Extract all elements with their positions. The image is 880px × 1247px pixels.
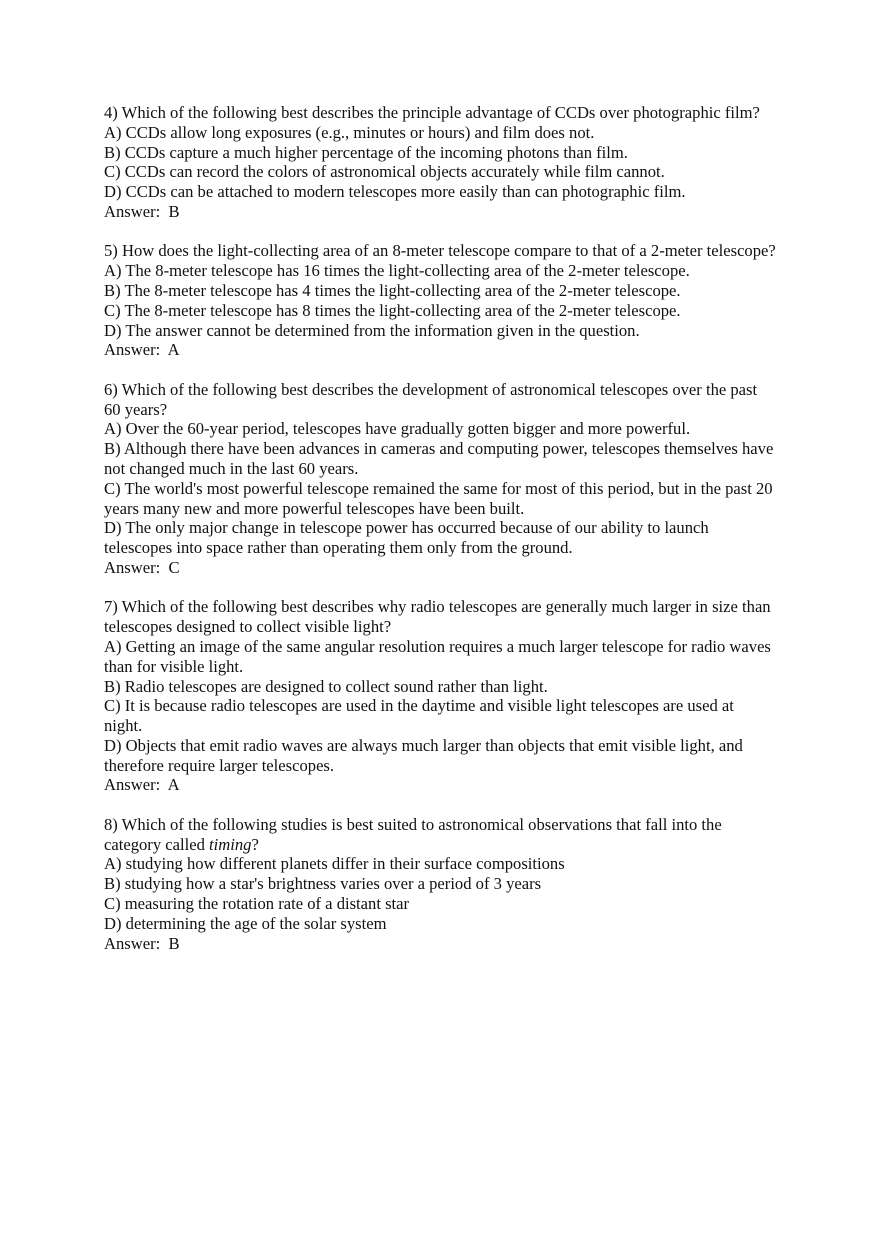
answer-label: Answer: <box>104 340 168 360</box>
question-stem-end: ? <box>251 834 259 854</box>
question-stem-italic-term: timing <box>209 834 252 854</box>
question-stem: 4) Which of the following best describes the principle advantage of CCDs over photographic film? <box>104 103 760 122</box>
option-b: B) Radio telescopes are designed to collect sound rather than light. <box>104 676 548 696</box>
answer-line <box>104 934 776 954</box>
question-stem: 7) Which of the following best describes why radio telescopes are generally much larger in size than telescopes designed to collect visible light? <box>104 597 771 637</box>
question-stem-text: 8) Which of the following studies is best suited to astronomical observations that fall into the category called <box>104 814 722 854</box>
option-a: A) Over the 60-year period, telescopes have gradually gotten bigger and more powerful. <box>104 419 691 439</box>
option-c: C) It is because radio telescopes are used in the daytime and visible light telescopes are used at night. <box>104 696 734 736</box>
option-c: C) measuring the rotation rate of a distant star <box>104 894 410 914</box>
question-4 <box>104 103 776 222</box>
question-list <box>104 103 776 973</box>
option-d: D) The only major change in telescope power has occurred because of our ability to launch telescopes into space rather than operating them only from the ground. <box>104 518 709 558</box>
answer-label: Answer: <box>104 933 169 953</box>
question-stem <box>104 815 776 855</box>
option-a: A) CCDs allow long exposures (e.g., minutes or hours) and film does not. <box>104 122 595 142</box>
question-6 <box>104 380 776 578</box>
option-a: A) studying how different planets differ in their surface compositions <box>104 854 565 874</box>
option-b: B) CCDs capture a much higher percentage of the incoming photons than film. <box>104 142 628 162</box>
option-c: C) The 8-meter telescope has 8 times the light-collecting area of the 2-meter telescope. <box>104 300 681 320</box>
question-stem: 5) How does the light-collecting area of an 8-meter telescope compare to that of a 2-meter telescope? <box>104 241 776 261</box>
option-d: D) Objects that emit radio waves are always much larger than objects that emit visible light, and therefore require larger telescopes. <box>104 735 743 775</box>
answer-value: B <box>168 201 180 221</box>
option-a: A) The 8-meter telescope has 16 times the light-collecting area of the 2-meter telescope. <box>104 261 690 281</box>
answer-label: Answer: <box>104 201 169 221</box>
question-8 <box>104 815 776 954</box>
answer-value: A <box>167 775 180 795</box>
answer-label: Answer: <box>104 775 168 795</box>
question-stem: 6) Which of the following best describes the development of astronomical telescopes over the past 60 years? <box>104 379 758 419</box>
option-d: D) CCDs can be attached to modern telescopes more easily than can photographic film. <box>104 182 686 202</box>
answer-value: B <box>168 933 180 953</box>
option-a: A) Getting an image of the same angular resolution requires a much larger telescope for radio waves than for visible light. <box>104 636 771 676</box>
answer-value: C <box>168 557 180 577</box>
option-b: B) studying how a star's brightness varies over a period of 3 years <box>104 874 542 894</box>
option-d: D) determining the age of the solar system <box>104 913 387 933</box>
question-5 <box>104 241 776 360</box>
option-b: B) Although there have been advances in cameras and computing power, telescopes themselves have not changed much in the last 60 years. <box>104 439 774 478</box>
option-c: C) The world's most powerful telescope remained the same for most of this period, but in the past 20 years many new and more powerful telescopes have been built. <box>104 478 773 518</box>
answer-line <box>104 558 776 578</box>
answer-line <box>104 202 776 222</box>
answer-label: Answer: <box>104 557 169 577</box>
answer-line <box>104 340 776 360</box>
answer-value: A <box>167 340 180 360</box>
option-d: D) The answer cannot be determined from the information given in the question. <box>104 320 640 340</box>
option-c: C) CCDs can record the colors of astronomical objects accurately while film cannot. <box>104 162 665 182</box>
question-7 <box>104 597 776 795</box>
option-b: B) The 8-meter telescope has 4 times the light-collecting area of the 2-meter telescope. <box>104 280 681 300</box>
answer-line <box>104 775 776 795</box>
